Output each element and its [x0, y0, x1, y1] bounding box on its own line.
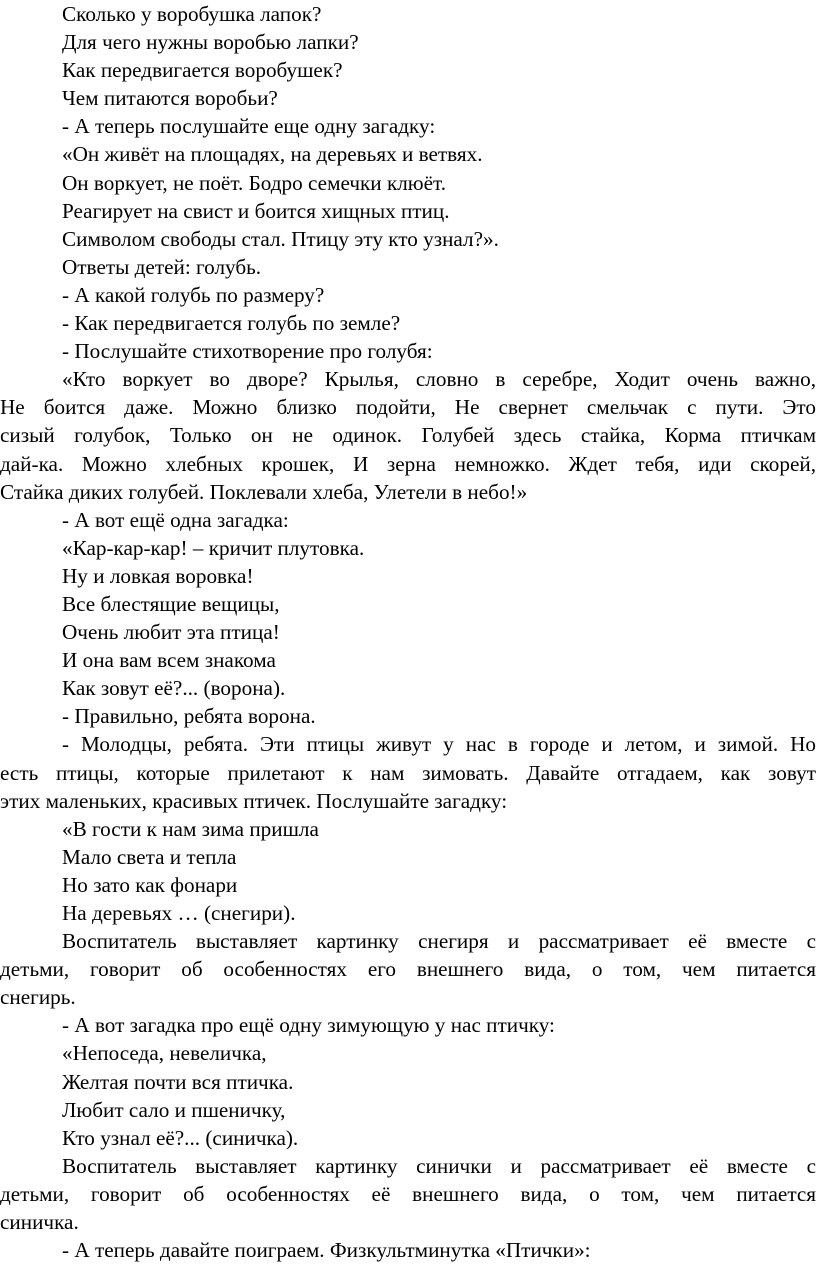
- text-line: - Правильно, ребята ворона.: [62, 704, 316, 729]
- text-line: Но зато как фонари: [62, 872, 238, 897]
- text-line: дай-ка. Можно хлебных крошек, И зерна немножко. Ждет тебя, иди скорей,: [0, 451, 816, 476]
- text-line: Ну и ловкая воровка!: [62, 563, 254, 588]
- text-line: Не боится даже. Можно близко подойти, Не свернет смельчак с пути. Это: [0, 395, 816, 420]
- text-line: Как зовут её?... (ворона).: [62, 676, 286, 701]
- text-line: Для чего нужны воробью лапки?: [62, 30, 359, 55]
- text-line: И она вам всем знакома: [62, 648, 276, 673]
- text-line: «Он живёт на площадях, на деревьях и ветвях.: [62, 142, 483, 167]
- text-line: Кто узнал её?... (синичка).: [62, 1125, 299, 1150]
- text-line: - А теперь давайте поиграем. Физкультминутка «Птички»:: [62, 1238, 591, 1263]
- text-line: Ответы детей: голубь.: [62, 254, 262, 279]
- text-line: «Непоседа, невеличка,: [62, 1041, 267, 1066]
- text-line: Реагирует на свист и боится хищных птиц.: [62, 198, 450, 223]
- text-line: «Кто воркует во дворе? Крылья, словно в серебре, Ходит очень важно,: [62, 367, 816, 392]
- text-line: Сколько у воробушка лапок?: [62, 2, 322, 26]
- text-line: - А теперь послушайте еще одну загадку:: [62, 114, 436, 139]
- text-line: этих маленьких, красивых птичек. Послушайте загадку:: [0, 788, 508, 813]
- text-line: детьми, говорит об особенностях его внешнего вида, о том, чем питается: [0, 957, 816, 982]
- text-line: Любит сало и пшеничку,: [62, 1097, 286, 1122]
- text-line: «Кар-кар-кар! – кричит плутовка.: [62, 535, 365, 560]
- text-line: - А вот ещё одна загадка:: [62, 507, 289, 532]
- text-line: Очень любит эта птица!: [62, 620, 280, 645]
- text-line: есть птицы, которые прилетают к нам зимовать. Давайте отгадаем, как зовут: [0, 760, 816, 785]
- text-line: Воспитатель выставляет картинку синички и рассматривает её вместе с: [62, 1153, 816, 1178]
- text-line: снегирь.: [0, 985, 76, 1010]
- text-line: синичка.: [0, 1210, 79, 1235]
- text-line: Чем питаются воробьи?: [62, 86, 278, 111]
- text-line: сизый голубок, Только он не одинок. Голубей здесь стайка, Корма птичкам: [0, 423, 816, 448]
- text-line: - А вот загадка про ещё одну зимующую у нас птичку:: [62, 1013, 555, 1038]
- text-line: - Как передвигается голубь по земле?: [62, 311, 401, 336]
- text-line: детьми, говорит об особенностях её внешнего вида, о том, чем питается: [0, 1181, 816, 1206]
- text-line: Все блестящие вещицы,: [62, 591, 280, 616]
- text-line: - Молодцы, ребята. Эти птицы живут у нас в городе и летом, и зимой. Но: [62, 732, 816, 757]
- text-line: - Послушайте стихотворение про голубя:: [62, 339, 433, 364]
- text-line: Стайка диких голубей. Поклевали хлеба, Улетели в небо!»: [0, 479, 528, 504]
- text-line: Как передвигается воробушек?: [62, 58, 343, 83]
- text-line: Воспитатель выставляет картинку снегиря и рассматривает её вместе с: [62, 929, 816, 954]
- text-line: Мало света и тепла: [62, 844, 237, 869]
- text-line: Он воркует, не поёт. Бодро семечки клюёт.: [62, 170, 446, 195]
- text-line: «В гости к нам зима пришла: [62, 816, 319, 841]
- text-line: Символом свободы стал. Птицу эту кто узнал?».: [62, 226, 499, 251]
- text-line: Желтая почти вся птичка.: [62, 1069, 294, 1094]
- text-line: На деревьях … (снегири).: [62, 901, 296, 925]
- text-line: - А какой голубь по размеру?: [62, 282, 325, 307]
